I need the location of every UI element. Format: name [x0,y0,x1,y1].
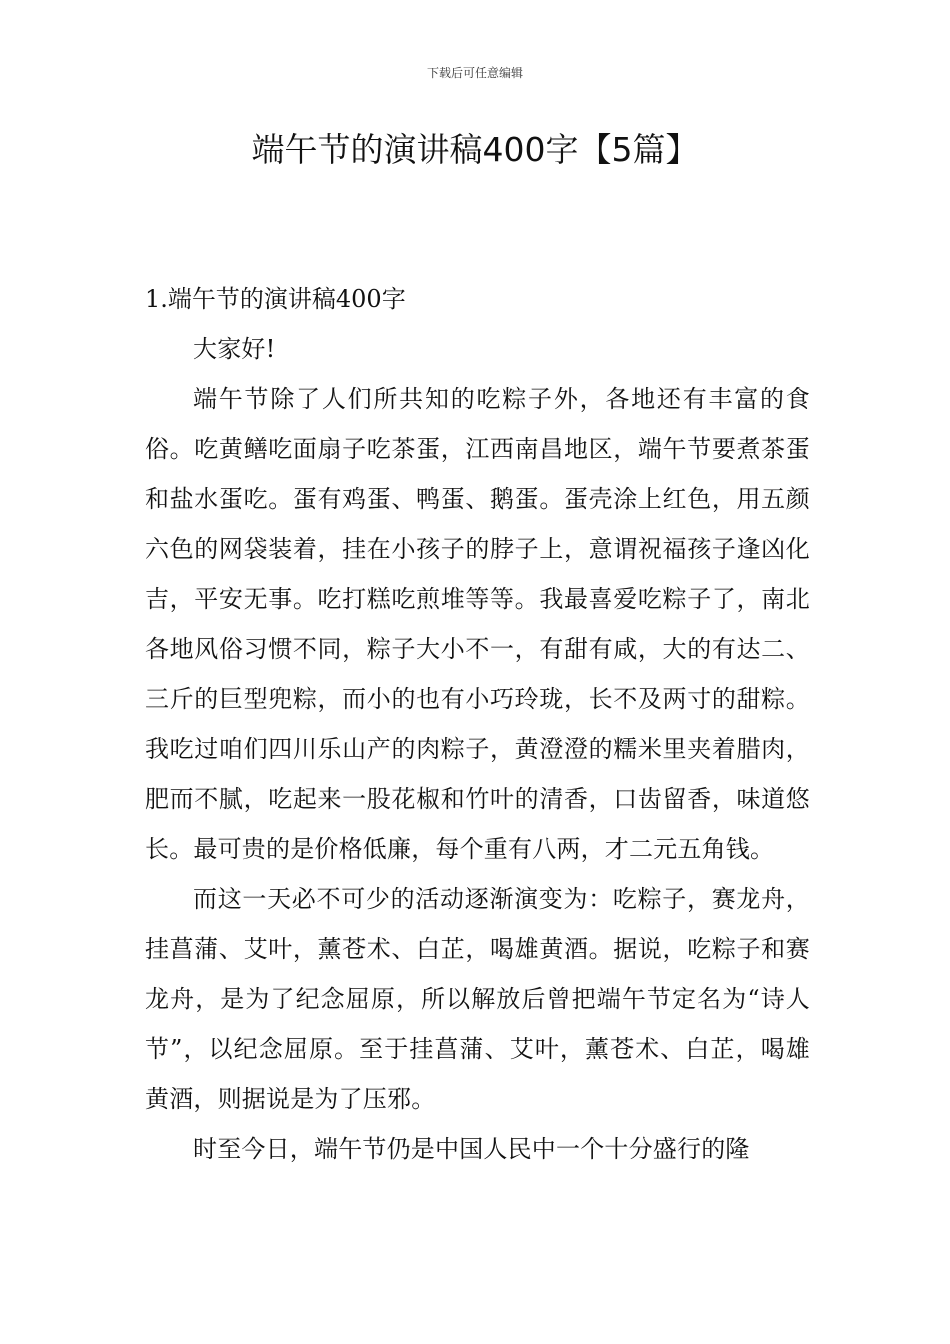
section-heading: 1.端午节的演讲稿400字 [145,285,406,313]
paragraph-greeting: 大家好! [193,335,276,363]
page-title: 端午节的演讲稿400字【5篇】 [251,130,699,169]
header-note: 下载后可任意编辑 [426,66,523,80]
paragraph-food-customs: 端午节除了人们所共知的吃粽子外，各地还有丰富的食俗。吃黄鳝吃面扇子吃茶蛋，江西南昌地区，端午节要煮茶蛋和盐水蛋吃。蛋有鸡蛋、鸭蛋、鹅蛋。蛋壳涂上红色，用五颜六色的网袋装着，挂在小孩子的脖子上，意谓祝福孩子逢凶化吉，平安无事。吃打糕吃煎堆等等。我最喜爱吃粽子了，南北各地风俗习惯不同，粽子大小不一，有甜有咸，大的有达二、三斤的巨型兜粽，而小的也有小巧玲珑，长不及两寸的甜粽。我吃过咱们四川乐山产的肉粽子，黄澄澄的糯米里夹着腊肉，肥而不腻，吃起来一股花椒和竹叶的清香，口齿留香，味道悠长。最可贵的是价格低廉，每个重有八两，才二元五角钱。 [145,385,810,863]
document-body [145,274,810,1174]
paragraph-present-day: 时至今日，端午节仍是中国人民中一个十分盛行的隆 [193,1135,750,1163]
paragraph-festival-activities: 而这一天必不可少的活动逐渐演变为：吃粽子，赛龙舟，挂菖蒲、艾叶，薰苍术、白芷，喝雄黄酒。据说，吃粽子和赛龙舟，是为了纪念屈原，所以解放后曾把端午节定名为“诗人节”，以纪念屈原。至于挂菖蒲、艾叶，薰苍术、白芷，喝雄黄酒，则据说是为了压邪。 [145,885,810,1113]
